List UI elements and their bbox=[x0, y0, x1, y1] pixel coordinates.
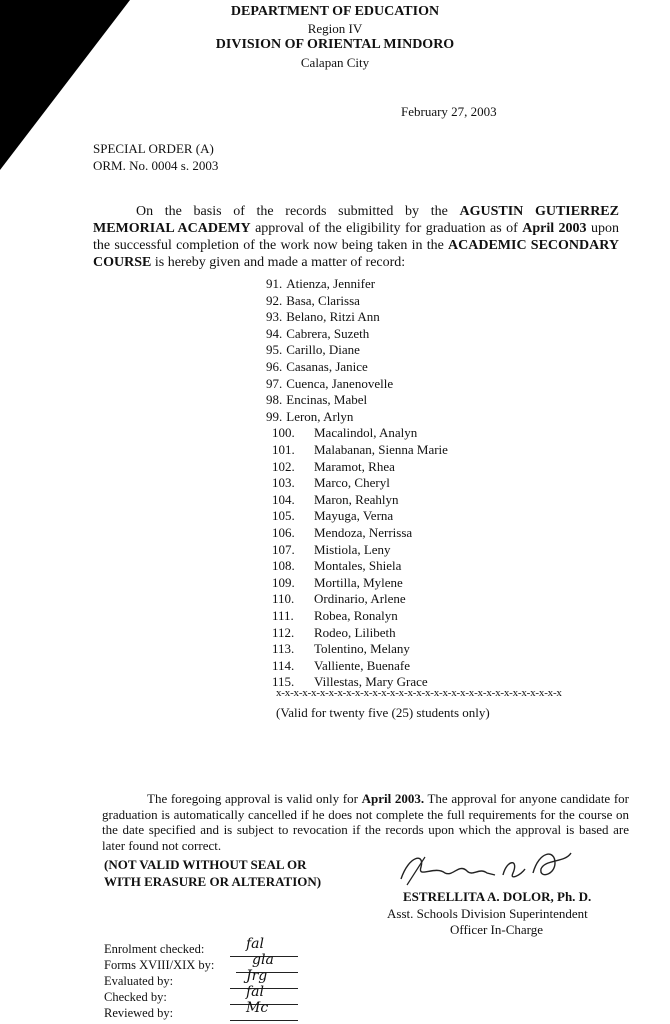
student-number: 91. bbox=[266, 276, 283, 291]
order-title: SPECIAL ORDER (A) bbox=[93, 141, 214, 156]
student-row bbox=[266, 342, 360, 358]
student-number: 115. bbox=[272, 674, 295, 690]
student-name: Valliente, Buenafe bbox=[314, 657, 411, 673]
student-number: 114. bbox=[272, 657, 295, 673]
checklist-label: Enrolment checked: bbox=[104, 942, 205, 956]
student-number: 100. bbox=[272, 425, 295, 441]
course-name: ACADEMIC SECONDARY COURSE bbox=[93, 238, 619, 270]
student-name: Tolentino, Melany bbox=[314, 641, 410, 657]
student-number: 112. bbox=[272, 624, 295, 640]
list-separator: x-x-x-x-x-x-x-x-x-x-x-x-x-x-x-x-x-x-x-x-x-x-x-x-x-x-x-x-x-x-x-x-x bbox=[276, 687, 562, 699]
intro-text-1: On the basis of the records submitted by the bbox=[136, 204, 460, 219]
signatory-title: Asst. Schools Division Superintendent bbox=[387, 906, 588, 921]
student-name: Leron, Arlyn bbox=[286, 408, 354, 424]
student-name: Casanas, Janice bbox=[286, 359, 368, 374]
document-date: February 27, 2003 bbox=[401, 104, 497, 119]
student-number: 108. bbox=[272, 558, 295, 574]
student-row bbox=[266, 276, 375, 292]
student-row bbox=[272, 475, 390, 491]
student-name: Ordinario, Arlene bbox=[314, 591, 406, 607]
student-row bbox=[266, 326, 369, 342]
student-row bbox=[272, 442, 448, 458]
region-heading: Region IV bbox=[307, 21, 363, 36]
warning-line-2: WITH ERASURE OR ALTERATION) bbox=[104, 874, 322, 889]
valid-note: (Valid for twenty five (25) students only) bbox=[276, 705, 490, 720]
intro-text-3: upon the successful completion of the work now being taken in the bbox=[93, 221, 619, 253]
closing-text-1: The foregoing approval is valid only for bbox=[147, 791, 362, 806]
student-name: Maramot, Rhea bbox=[314, 458, 395, 474]
closing-paragraph bbox=[102, 791, 629, 853]
student-row bbox=[272, 425, 417, 441]
student-row bbox=[266, 309, 380, 325]
division-heading: DIVISION OF ORIENTAL MINDORO bbox=[215, 37, 455, 52]
student-number: 96. bbox=[266, 359, 283, 374]
student-number: 103. bbox=[272, 475, 295, 491]
student-row bbox=[272, 542, 391, 558]
student-row bbox=[272, 459, 395, 475]
checklist-label: Forms XVIII/XIX by: bbox=[104, 958, 215, 972]
checklist-label: Evaluated by: bbox=[104, 974, 174, 988]
closing-date: April 2003. bbox=[361, 791, 425, 806]
student-name: Cabrera, Suzeth bbox=[286, 325, 370, 341]
student-name: Maron, Reahlyn bbox=[314, 491, 399, 507]
student-name: Marco, Cheryl bbox=[314, 475, 390, 491]
city-heading: Calapan City bbox=[300, 55, 370, 70]
student-number: 98. bbox=[266, 392, 283, 408]
department-heading: DEPARTMENT OF EDUCATION bbox=[230, 4, 440, 19]
student-row bbox=[272, 608, 398, 624]
signatory-name: ESTRELLITA A. DOLOR, Ph. D. bbox=[403, 889, 592, 904]
student-name: Mendoza, Nerrissa bbox=[314, 525, 413, 540]
school-name: AGUSTIN GUTIERREZ MEMORIAL ACADEMY bbox=[93, 204, 619, 236]
student-name: Basa, Clarissa bbox=[286, 292, 360, 308]
student-row bbox=[266, 392, 367, 408]
student-number: 92. bbox=[266, 292, 283, 308]
student-name: Robea, Ronalyn bbox=[314, 608, 398, 623]
initials-signature: Mc bbox=[246, 1000, 269, 1016]
student-number: 113. bbox=[272, 641, 295, 657]
student-name: Montales, Shiela bbox=[314, 558, 402, 574]
student-row bbox=[266, 293, 360, 309]
student-number: 93. bbox=[266, 309, 283, 325]
intro-text-4: is hereby given and made a matter of record: bbox=[151, 255, 406, 270]
student-number: 107. bbox=[272, 541, 295, 557]
signature-image bbox=[395, 845, 585, 893]
graduation-date: April 2003 bbox=[522, 221, 587, 236]
student-name: Cuenca, Janenovelle bbox=[286, 375, 394, 391]
student-row bbox=[272, 591, 406, 607]
student-name: Carillo, Diane bbox=[286, 342, 360, 358]
signatory-role: Officer In-Charge bbox=[450, 922, 544, 937]
student-row bbox=[272, 525, 412, 541]
student-number: 106. bbox=[272, 525, 295, 540]
student-number: 110. bbox=[272, 591, 295, 607]
student-row bbox=[272, 658, 410, 674]
student-name: Mistiola, Leny bbox=[314, 541, 391, 557]
student-row bbox=[272, 492, 398, 508]
student-name: Mortilla, Mylene bbox=[314, 574, 403, 590]
student-row bbox=[272, 641, 410, 657]
checklist-label: Reviewed by: bbox=[104, 1006, 174, 1020]
student-name: Atienza, Jennifer bbox=[286, 276, 376, 291]
student-row bbox=[272, 575, 403, 591]
student-row bbox=[266, 359, 368, 375]
checklist-line bbox=[230, 1020, 298, 1021]
intro-text-2: approval of the eligibility for graduation as of bbox=[250, 221, 523, 236]
student-name: Encinas, Mabel bbox=[286, 392, 368, 408]
student-name: Macalindol, Analyn bbox=[314, 425, 418, 441]
closing-text-2: The approval for anyone candidate for graduation is automatically cancelled if he does not complete the full requirements for the course on the date specified and is subject to revocation if the records upon which the approval is based are later found not correct. bbox=[102, 791, 629, 853]
student-row bbox=[272, 558, 401, 574]
student-name: Villestas, Mary Grace bbox=[314, 674, 428, 690]
checklist-label: Checked by: bbox=[104, 990, 167, 1004]
student-number: 94. bbox=[266, 325, 283, 341]
student-name: Mayuga, Verna bbox=[314, 508, 394, 524]
student-number: 99. bbox=[266, 408, 283, 424]
initials-signature: fal bbox=[246, 984, 265, 1000]
student-name: Belano, Ritzi Ann bbox=[286, 309, 380, 325]
initials-signature: Jrg bbox=[246, 968, 268, 984]
student-number: 109. bbox=[272, 574, 295, 590]
order-number: ORM. No. 0004 s. 2003 bbox=[93, 158, 219, 173]
student-name: Rodeo, Lilibeth bbox=[314, 624, 396, 640]
student-number: 111. bbox=[272, 608, 294, 623]
initials-signature: gla bbox=[252, 952, 274, 968]
student-number: 97. bbox=[266, 375, 283, 391]
student-name: Malabanan, Sienna Marie bbox=[314, 442, 448, 457]
student-number: 101. bbox=[272, 442, 295, 457]
student-row bbox=[266, 409, 353, 425]
student-number: 105. bbox=[272, 508, 295, 524]
initials-signature: fal bbox=[246, 936, 265, 952]
student-number: 95. bbox=[266, 342, 283, 358]
warning-line-1: (NOT VALID WITHOUT SEAL OR bbox=[104, 857, 307, 872]
student-number: 102. bbox=[272, 458, 295, 474]
student-row bbox=[272, 508, 393, 524]
student-number: 104. bbox=[272, 491, 295, 507]
student-row bbox=[272, 625, 396, 641]
intro-paragraph bbox=[93, 203, 619, 271]
student-row bbox=[266, 376, 393, 392]
